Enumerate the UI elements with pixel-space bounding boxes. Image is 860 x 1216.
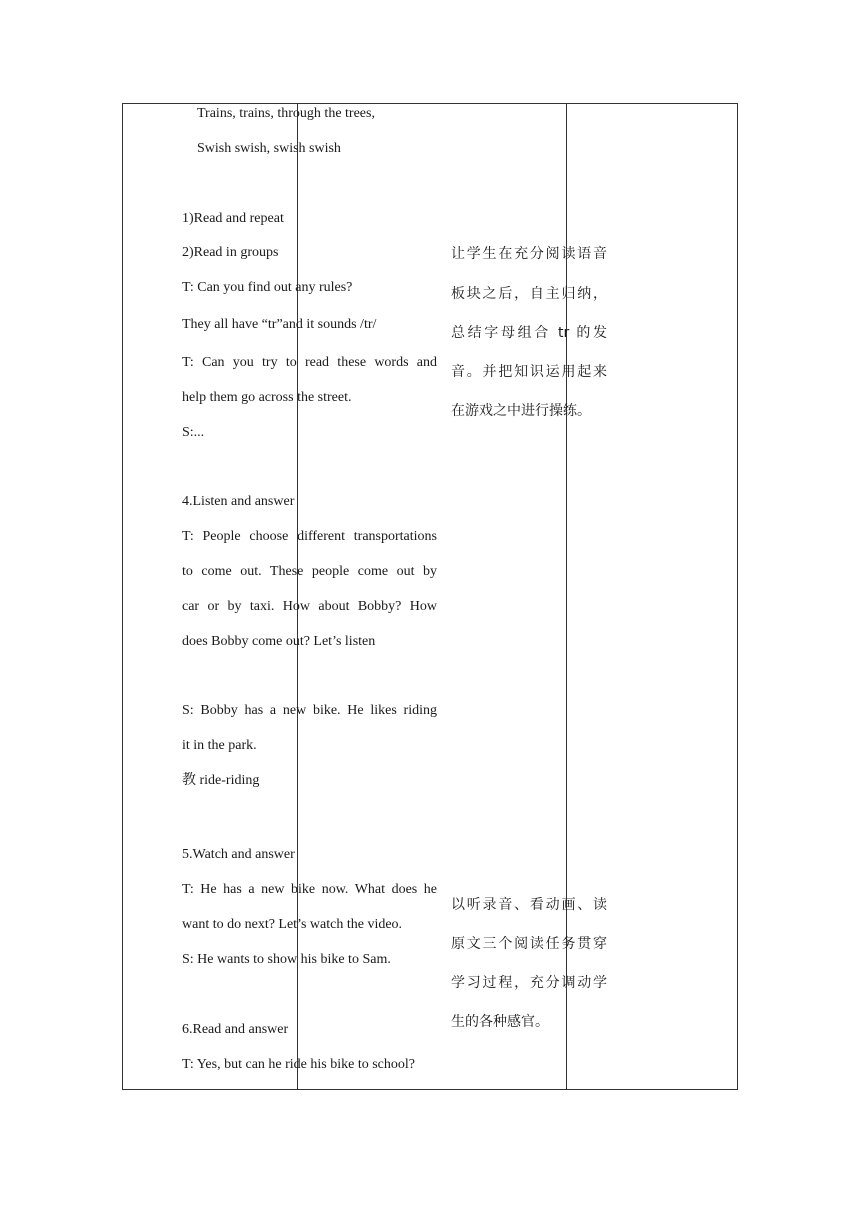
step-read-repeat: 1)Read and repeat (182, 211, 284, 226)
section-5-teacher-line-1: T: He has a new bike now. What does he (182, 882, 437, 897)
design-note-1-line-2: 板块之后，自主归纳， (451, 286, 607, 302)
design-note-1-line-5: 在游戏之中进行操练。 (451, 403, 591, 419)
step-read-groups: 2)Read in groups (182, 245, 279, 260)
section-6-teacher: T: Yes, but can he ride his bike to school? (182, 1057, 415, 1072)
teacher-try-line-1: T: Can you try to read these words and (182, 355, 437, 370)
student-response: S:... (182, 425, 205, 440)
design-note-2-line-4: 生的各种感官。 (451, 1014, 549, 1030)
section-4-student-line-1: S: Bobby has a new bike. He likes riding (182, 703, 437, 718)
section-5-student: S: He wants to show his bike to Sam. (182, 952, 391, 967)
teach-note: 教 ride-riding (182, 773, 260, 788)
design-note-2-line-1: 以听录音、看动画、读 (451, 897, 607, 913)
design-note-1-line-1: 让学生在充分阅读语音 (451, 246, 607, 262)
design-note-2-line-2: 原文三个阅读任务贯穿 (451, 936, 607, 952)
section-5-title: 5.Watch and answer (182, 847, 295, 862)
teacher-rules-question: T: Can you find out any rules? (182, 280, 353, 295)
column-divider-left (297, 104, 298, 1089)
section-4-teacher-line-4: does Bobby come out? Let’s listen (182, 634, 376, 649)
section-5-teacher-line-2: want to do next? Let’s watch the video. (182, 917, 403, 932)
design-note-1-line-3: 总结字母组合 tr 的发 (451, 325, 607, 341)
design-note-2-line-3: 学习过程，充分调动学 (451, 975, 607, 991)
section-4-student-line-2: it in the park. (182, 738, 257, 753)
section-6-title: 6.Read and answer (182, 1022, 289, 1037)
section-4-title: 4.Listen and answer (182, 494, 295, 509)
chant-line-1: Trains, trains, through the trees, (197, 106, 375, 121)
chant-line-2: Swish swish, swish swish (197, 141, 341, 156)
section-4-teacher-line-2: to come out. These people come out by (182, 564, 437, 579)
teacher-try-line-2: help them go across the street. (182, 390, 352, 405)
section-4-teacher-line-1: T: People choose different transportations (182, 529, 437, 544)
section-4-teacher-line-3: car or by taxi. How about Bobby? How (182, 599, 437, 614)
design-note-1-line-4: 音。并把知识运用起来 (451, 364, 607, 380)
rule-answer: They all have “tr”and it sounds /tr/ (182, 317, 377, 332)
